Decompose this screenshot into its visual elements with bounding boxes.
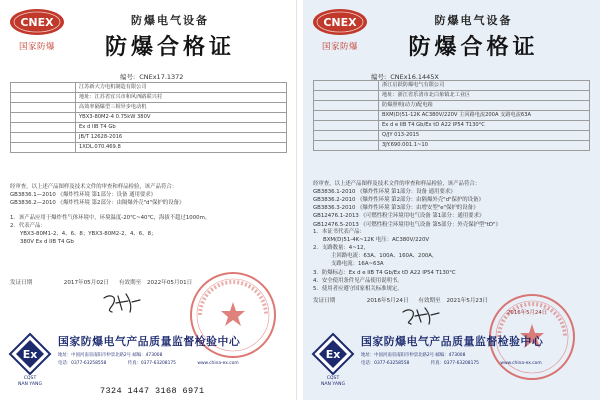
field-row-standard: [11, 133, 287, 143]
certificate-fields: [10, 82, 287, 153]
issuing-organization: 国家防爆电气产品质量监督检验中心: [361, 335, 544, 348]
badge-caption: [311, 376, 355, 388]
field-value-applicant: 浙江启跃防爆电气有限公司: [379, 81, 590, 91]
field-row-standard: [314, 131, 590, 141]
cert-title: 防爆合格证: [104, 35, 235, 60]
signature-image: [100, 290, 144, 316]
field-value-drawing: 1XDL.070.469.8: [76, 143, 287, 153]
certificate-footer: [0, 328, 296, 400]
cert-subtitle: 防爆电气设备: [131, 14, 209, 27]
field-value-marking: Ex d e IIB T4 Gb/Ex tD A22 IP54 T130°C: [379, 121, 590, 131]
cqst-ex-badge-icon: [311, 332, 355, 376]
cert-number-label: 编号:: [120, 73, 136, 81]
expiry-date-label: 有效期至: [418, 298, 441, 304]
organization-phone: 电话：0377-63258558: [58, 361, 107, 366]
standards-section: [10, 183, 287, 207]
note-line: 2．代表产品：: [10, 223, 46, 230]
issue-date: 2017年05月02日: [63, 280, 110, 286]
organization-phone: 电话：0377-63258558: [361, 361, 410, 366]
standard-line: GB3836.1-2010 《爆炸性环境 第1部分：设备 通用要求》: [313, 189, 456, 196]
field-value-marking: Ex d IIB T4 Gb: [76, 123, 287, 133]
signature-image: [399, 304, 443, 328]
expiry-date: 2021年5月23日: [446, 298, 489, 304]
field-row-marking: [314, 121, 590, 131]
note-line: BXM(D)51-4K~12K 电压：AC380V/220V: [323, 237, 430, 244]
note-line: 380V Ex d IIB T4 Gb: [20, 239, 74, 246]
badge-caption-line: CQST: [23, 376, 37, 381]
notes-section: [10, 214, 287, 246]
note-line: 2．支路数量：4~12，: [313, 245, 369, 252]
field-row-address: [11, 93, 287, 103]
expiry-date-label: 有效期至: [118, 280, 142, 286]
note-line: 4．安全使用条件见产品使用说明书。: [313, 277, 403, 284]
certificate-number: [120, 72, 183, 81]
note-line: 5．使用者应遵守国家相关标准规定。: [313, 285, 403, 292]
field-value-model: BXM(D)51-12K AC380V/220V 主回路电流200A 支路电流63A: [379, 111, 590, 121]
standard-line: GB12476.1-2013 《可燃性粉尘环境用电气设备 第1部分：通用要求》: [313, 213, 485, 220]
field-value-product: 高效率隔爆型三相异步电动机: [76, 103, 287, 113]
field-row-applicant: [314, 81, 590, 91]
standards-intro: 经审查，以上述产品图样及技术文件的审查和样品检验，该产品符合：: [313, 181, 481, 187]
barcode-number: 7324 1447 3168 6971: [100, 386, 205, 396]
badge-caption: [8, 376, 52, 388]
organization-website: www.china-ex.com: [197, 361, 239, 366]
badge-text: Ex: [22, 348, 38, 361]
standard-line: GB3836.2—2010 《爆炸性环境 第2部分：由隔爆外壳"d"保护的设备》: [10, 200, 185, 207]
organization-fax: 传真：0377-63208175: [127, 361, 176, 366]
field-value-address: 地址：江苏省宜兴市和风西路联兴村: [76, 93, 287, 103]
issue-date-label: 发证日期: [313, 298, 336, 304]
field-row-model: [11, 113, 287, 123]
field-value-standard: JB/T 12628-2016: [76, 133, 287, 143]
field-value-standard: Q/JY 013-2015: [379, 131, 590, 141]
field-value-product: 防爆照明(动力)配电箱: [379, 101, 590, 111]
cert-number-value: CNEx17.1372: [139, 73, 184, 81]
field-row-product: [314, 101, 590, 111]
certificate-footer: [303, 328, 600, 400]
organization-fax: 传真：0377-63208175: [430, 361, 479, 366]
logo-mark: CNEX: [20, 16, 54, 29]
logo-label: 国家防爆: [321, 42, 358, 52]
cert-number-value: CNEx16.1445X: [390, 73, 439, 81]
organization-website: www.china-ex.com: [500, 361, 542, 366]
field-row-drawing: [11, 143, 287, 153]
cert-title: 防爆合格证: [408, 35, 539, 60]
note-line: YBX3-80M1-2、4、6、8；YBX3-80M2-2、4、6、8；: [20, 231, 157, 238]
cert-subtitle: 防爆电气设备: [434, 14, 513, 27]
field-row-model: [314, 111, 590, 121]
standard-line: GB12476.5-2013 《可燃性粉尘环境用电气设备 第5部分：外壳保护型"tD"》: [313, 221, 501, 228]
field-row-drawing: [314, 141, 590, 151]
seal-date: 2016年5月24日: [507, 310, 548, 316]
standard-line: GB3836.2-2010 《爆炸性环境 第2部分：由隔爆外壳"d"保护的设备》: [313, 197, 484, 204]
standards-section: [313, 180, 590, 229]
field-value-applicant: 江苏新大力电机制造有限公司: [76, 83, 287, 93]
note-line: 支路电流：16A~63A: [331, 261, 384, 268]
badge-caption-line: CQST: [326, 376, 340, 381]
note-line: 1．本证书代表产品：: [313, 229, 365, 235]
organization-contact: [361, 360, 593, 366]
standard-line: GB3836.1—2010 《爆炸性环境 第1部分：设备 通用要求》: [10, 192, 157, 199]
cert-number-label: 编号:: [371, 73, 387, 81]
standard-line: GB3836.3-2010 《爆炸性环境 第3部分：由增安型"e"保护的设备》: [313, 205, 479, 212]
note-line: 1．该产品应用于爆炸性气体环境中，环境温度-20℃~40℃，海拔不超过1000m。: [10, 215, 211, 221]
note-line: 3．防爆标志：Ex d e IIB T4 Gb/Ex tD A22 IP54 T130°C: [313, 269, 456, 276]
cqst-ex-badge-icon: [8, 332, 52, 376]
field-value-address: 地址：浙江省乐清市北白象镇北工业区: [379, 91, 590, 101]
certificate-left: [0, 0, 297, 400]
organization-address: 地址：中国河南省南阳市仲景北路2号 邮编：473008: [361, 353, 466, 358]
field-row-applicant: [11, 83, 287, 93]
issue-date-label: 发证日期: [10, 280, 33, 286]
field-value-drawing: 3JY.690.001.1~10: [379, 141, 590, 151]
badge-caption-line: NAN YANG: [320, 381, 346, 387]
note-line: 主回路电流：63A、100A、160A、200A，: [331, 253, 438, 260]
field-row-marking: [11, 123, 287, 133]
standards-intro: 经审查，以上述产品图样及技术文件的审查和样品检验，该产品符合：: [10, 184, 178, 190]
field-row-product: [11, 103, 287, 113]
logo-mark: CNEX: [323, 16, 357, 29]
notes-section: [313, 228, 590, 293]
organization-address: 地址：中国河南省南阳市仲景北路2号 邮编：473008: [58, 353, 163, 358]
expiry-date: 2022年05月01日: [147, 280, 193, 286]
field-value-model: YBX3-80M2-4 0.75kW 380V: [76, 113, 287, 123]
badge-text: Ex: [325, 348, 341, 361]
badge-caption-line: NAN YANG: [17, 381, 43, 387]
issuing-organization: 国家防爆电气产品质量监督检验中心: [58, 335, 241, 348]
certificate-right: [303, 0, 600, 400]
organization-contact: [58, 360, 290, 366]
logo-label: 国家防爆: [18, 42, 55, 52]
field-row-address: [314, 91, 590, 101]
certificate-fields: [313, 80, 590, 151]
issue-date: 2016年5月24日: [366, 298, 409, 304]
